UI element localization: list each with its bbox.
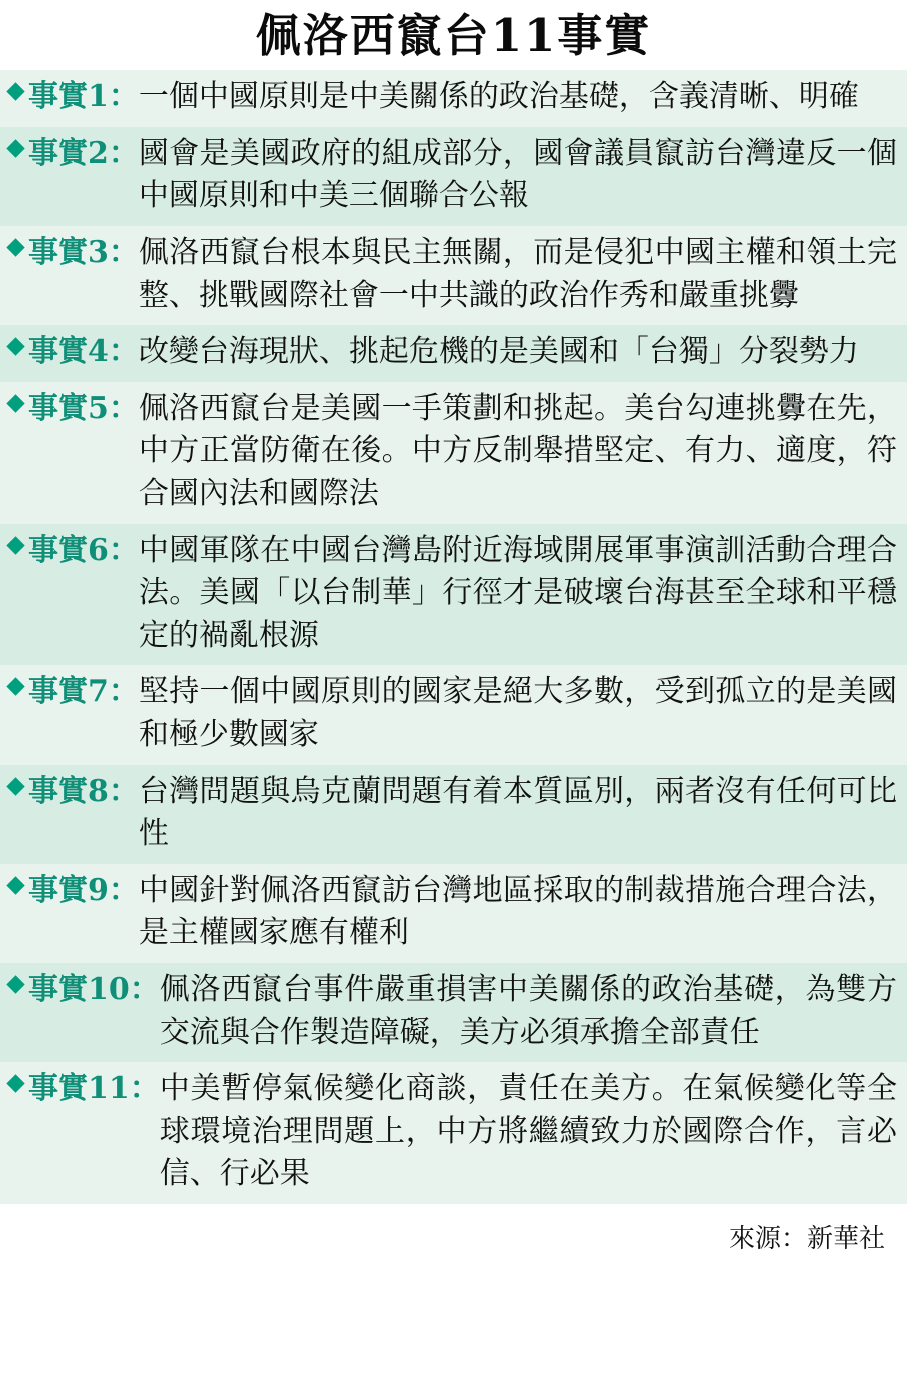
diamond-icon <box>6 671 28 701</box>
list-item <box>0 382 907 524</box>
fact-text: 佩洛西竄台事件嚴重損害中美關係的政治基礎，為雙方交流與合作製造障礙，美方必須承擔全部責任 <box>159 971 897 1050</box>
fact-label <box>6 331 139 374</box>
list-item <box>0 765 907 864</box>
fact-label-text: 事實8： <box>28 773 139 809</box>
list-item <box>0 70 907 127</box>
diamond-icon <box>6 133 28 163</box>
fact-text: 中國軍隊在中國台灣島附近海域開展軍事演訓活動合理合法。美國「以台制華」行徑才是破壞台海甚至全球和平穩定的禍亂根源 <box>138 532 897 653</box>
fact-label <box>6 76 139 119</box>
fact-label-text: 事實7： <box>28 674 139 710</box>
diamond-icon <box>6 1068 28 1098</box>
fact-text: 中美暫停氣候變化商談，責任在美方。在氣候變化等全球環境治理問題上，中方將繼續致力於國際合作，言必信、行必果 <box>159 1071 897 1192</box>
list-item <box>0 325 907 382</box>
fact-label-text: 事實1： <box>28 79 139 115</box>
diamond-icon <box>6 76 28 106</box>
fact-label <box>6 969 160 1012</box>
fact-text: 國會是美國政府的組成部分，國會議員竄訪台灣違反一個中國原則和中美三個聯合公報 <box>138 135 897 214</box>
fact-label <box>6 771 139 814</box>
fact-label <box>6 870 139 913</box>
fact-text: 佩洛西竄台是美國一手策劃和挑起。美台勾連挑釁在先，中方正當防衛在後。中方反制舉措堅定、有力、適度，符合國內法和國際法 <box>138 390 897 511</box>
list-item <box>0 226 907 325</box>
fact-label-text: 事實3： <box>28 235 139 271</box>
fact-list <box>0 70 907 1204</box>
fact-label-text: 事實5： <box>28 390 139 426</box>
diamond-icon <box>6 232 28 262</box>
diamond-icon <box>6 870 28 900</box>
diamond-icon <box>6 331 28 361</box>
fact-text: 改變台海現狀、挑起危機的是美國和「台獨」分裂勢力 <box>138 334 859 370</box>
fact-label <box>6 1068 160 1111</box>
page-title: 佩洛西竄台11事實 <box>255 9 652 62</box>
fact-label-text: 事實10： <box>28 971 160 1007</box>
list-item <box>0 665 907 764</box>
fact-label-text: 事實2： <box>28 135 139 171</box>
fact-label <box>6 671 139 714</box>
fact-text: 一個中國原則是中美關係的政治基礎，含義清晰、明確 <box>138 79 859 115</box>
diamond-icon <box>6 771 28 801</box>
diamond-icon <box>6 388 28 418</box>
fact-text: 堅持一個中國原則的國家是絕大多數，受到孤立的是美國和極少數國家 <box>138 674 897 752</box>
fact-text: 台灣問題與烏克蘭問題有着本質區別，兩者沒有任何可比性 <box>138 773 897 852</box>
fact-label <box>6 388 139 431</box>
list-item <box>0 1062 907 1204</box>
fact-text: 中國針對佩洛西竄訪台灣地區採取的制裁措施合理合法，是主權國家應有權利 <box>138 872 897 951</box>
fact-label <box>6 133 139 176</box>
fact-label <box>6 232 139 275</box>
list-item <box>0 127 907 226</box>
fact-label <box>6 530 139 573</box>
fact-label-text: 事實11： <box>28 1071 160 1107</box>
list-item <box>0 864 907 963</box>
diamond-icon <box>6 969 28 999</box>
list-item <box>0 524 907 666</box>
source-credit: 來源：新華社 <box>728 1223 885 1254</box>
fact-text: 佩洛西竄台根本與民主無關，而是侵犯中國主權和領土完整、挑戰國際社會一中共識的政治作秀和嚴重挑釁 <box>138 235 897 313</box>
list-item <box>0 963 907 1062</box>
fact-label-text: 事實4： <box>28 334 139 370</box>
fact-label-text: 事實9： <box>28 872 139 908</box>
fact-label-text: 事實6： <box>28 532 139 568</box>
diamond-icon <box>6 530 28 560</box>
